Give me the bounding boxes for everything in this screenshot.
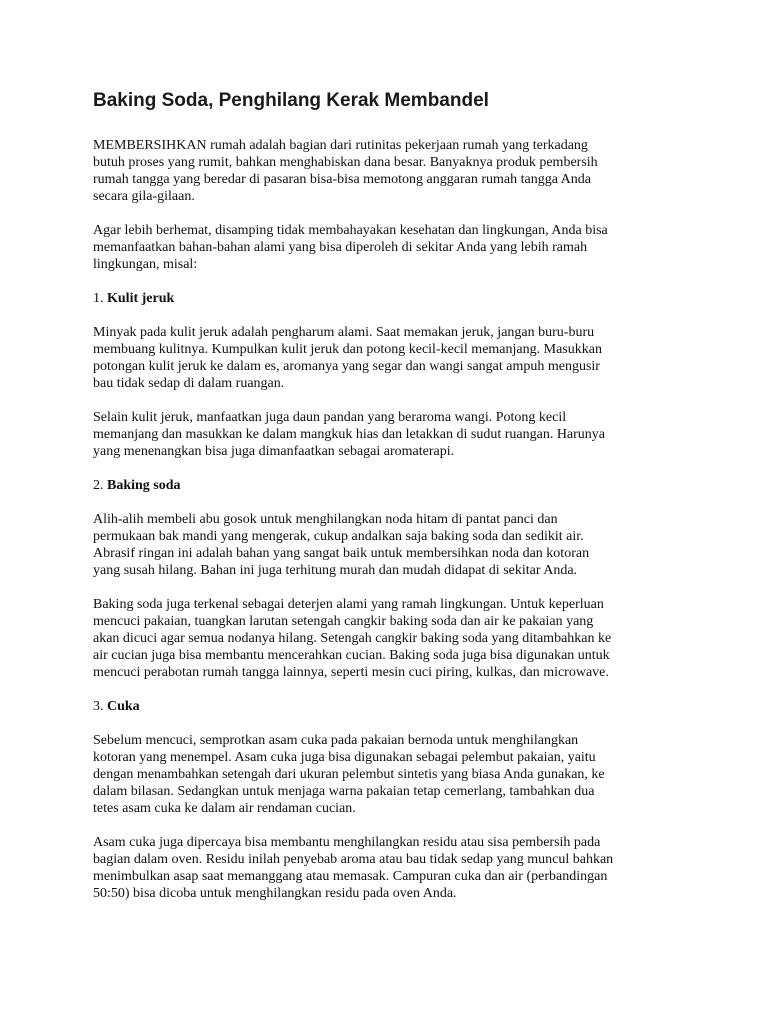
- paragraph-line: bau tidak sedap di dalam ruangan.: [93, 376, 285, 391]
- paragraph-line: Abrasif ringan ini adalah bahan yang sangat baik untuk membersihkan noda dan kotoran: [93, 546, 590, 561]
- section-heading: [93, 698, 678, 715]
- paragraph-line: yang susah hilang. Bahan ini juga terhitung murah dan mudah didapat di sekitar Anda.: [93, 563, 578, 578]
- paragraph-line: butuh proses yang rumit, bahkan menghabiskan dana besar. Banyaknya produk pembersih: [93, 155, 598, 170]
- paragraph-line: membuang kulitnya. Kumpulkan kulit jeruk dan potong kecil-kecil memanjang. Masukkan: [93, 342, 602, 357]
- paragraph-line: 50:50) bisa dicoba untuk menghilangkan residu pada oven Anda.: [93, 886, 457, 901]
- section-paragraph: [93, 511, 678, 579]
- section-paragraph: [93, 834, 678, 902]
- document-title: Baking Soda, Penghilang Kerak Membandel: [93, 90, 489, 111]
- section-paragraph: [93, 324, 678, 392]
- paragraph-line: Baking soda juga terkenal sebagai deterjen alami yang ramah lingkungan. Untuk keperluan: [93, 597, 604, 612]
- paragraph-line: Minyak pada kulit jeruk adalah pengharum alami. Saat memakan jeruk, jangan buru-buru: [93, 325, 595, 340]
- intro-section: [93, 137, 678, 273]
- section-paragraph: [93, 596, 678, 681]
- section-label: Cuka: [107, 699, 140, 714]
- paragraph-line: kotoran yang menempel. Asam cuka juga bisa digunakan sebagai pelembut pakaian, yaitu: [93, 750, 596, 765]
- paragraph-line: rumah tangga yang beredar di pasaran bisa-bisa memotong anggaran rumah tangga Anda: [93, 172, 591, 187]
- paragraph-line: permukaan bak mandi yang mengerak, cukup andalkan saja baking soda dan sedikit air.: [93, 529, 584, 544]
- paragraph-line: Sebelum mencuci, semprotkan asam cuka pada pakaian bernoda untuk menghilangkan: [93, 733, 579, 748]
- paragraph-line: secara gila-gilaan.: [93, 189, 195, 204]
- section-label: Baking soda: [107, 478, 181, 493]
- paragraph-line: mencuci perabotan rumah tangga lainnya, seperti mesin cuci piring, kulkas, dan microwave.: [93, 665, 609, 680]
- section-number: 1.: [93, 291, 104, 306]
- paragraph-line: Asam cuka juga dipercaya bisa membantu menghilangkan residu atau sisa pembersih pada: [93, 835, 601, 850]
- section-label: Kulit jeruk: [107, 291, 175, 306]
- paragraph-line: air cucian juga bisa membantu mencerahkan cucian. Baking soda juga bisa digunakan untuk: [93, 648, 610, 663]
- section-paragraph: [93, 409, 678, 460]
- paragraph-line: memanjang dan masukkan ke dalam mangkuk hias dan letakkan di sudut ruangan. Harunya: [93, 427, 606, 442]
- intro-paragraph: [93, 137, 678, 205]
- section-heading: [93, 477, 678, 494]
- paragraph-line: lingkungan, misal:: [93, 257, 198, 272]
- document-page: [93, 88, 678, 919]
- sections-container: [93, 290, 678, 902]
- paragraph-line: MEMBERSIHKAN rumah adalah bagian dari rutinitas pekerjaan rumah yang terkadang: [93, 138, 588, 153]
- paragraph-line: dalam bilasan. Sedangkan untuk menjaga warna pakaian tetap cemerlang, tambahkan dua: [93, 784, 595, 799]
- intro-paragraph: [93, 222, 678, 273]
- paragraph-line: dengan menambahkan setengah dari ukuran pelembut sintetis yang biasa Anda gunakan, ke: [93, 767, 605, 782]
- paragraph-line: mencuci pakaian, tuangkan larutan setengah cangkir baking soda dan air ke pakaian yang: [93, 614, 594, 629]
- section-paragraph: [93, 732, 678, 817]
- paragraph-line: akan dicuci agar semua nodanya hilang. Setengah cangkir baking soda yang ditambahkan ke: [93, 631, 612, 646]
- paragraph-line: memanfaatkan bahan-bahan alami yang bisa diperoleh di sekitar Anda yang lebih ramah: [93, 240, 588, 255]
- paragraph-line: Selain kulit jeruk, manfaatkan juga daun pandan yang beraroma wangi. Potong kecil: [93, 410, 567, 425]
- paragraph-line: bagian dalam oven. Residu inilah penyebab aroma atau bau tidak sedap yang muncul bahkan: [93, 852, 614, 867]
- paragraph-line: yang menenangkan bisa juga dimanfaatkan sebagai aromaterapi.: [93, 444, 455, 459]
- paragraph-line: tetes asam cuka ke dalam air rendaman cucian.: [93, 801, 356, 816]
- paragraph-line: menimbulkan asap saat memanggang atau memasak. Campuran cuka dan air (perbandingan: [93, 869, 608, 884]
- section-number: 3.: [93, 699, 104, 714]
- paragraph-line: Agar lebih berhemat, disamping tidak membahayakan kesehatan dan lingkungan, Anda bisa: [93, 223, 608, 238]
- section-heading: [93, 290, 678, 307]
- paragraph-line: potongan kulit jeruk ke dalam es, aromanya yang segar dan wangi sangat ampuh mengusir: [93, 359, 600, 374]
- section-number: 2.: [93, 478, 104, 493]
- paragraph-line: Alih-alih membeli abu gosok untuk menghilangkan noda hitam di pantat panci dan: [93, 512, 558, 527]
